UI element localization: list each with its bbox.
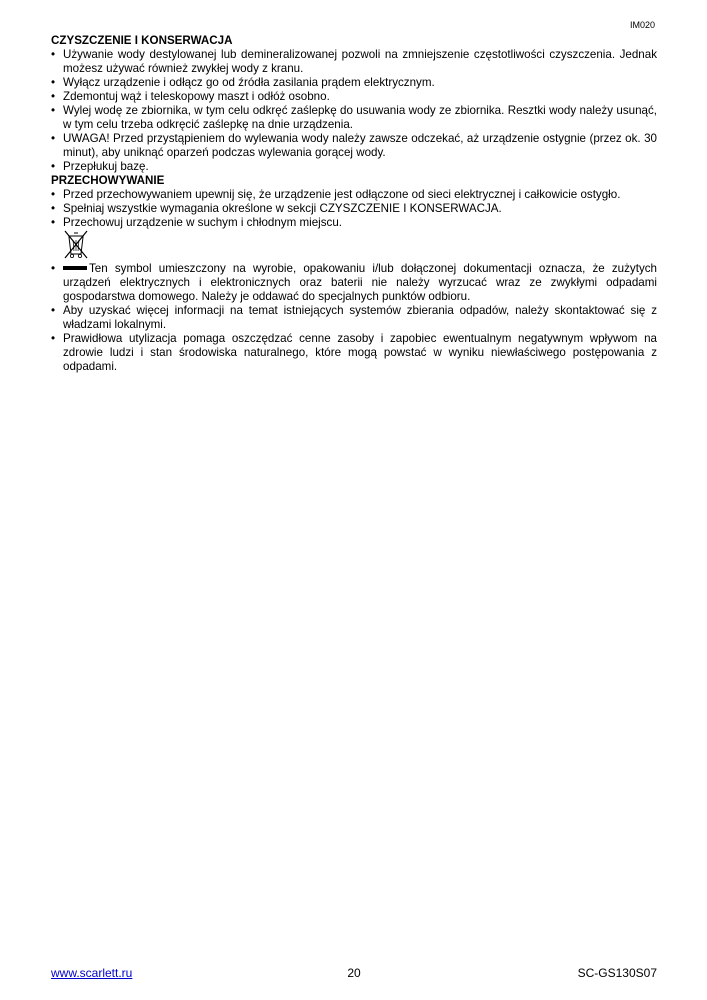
list-item: • UWAGA! Przed przystąpieniem do wylewania wody należy zawsze odczekać, aż urządzenie ostygnie (przez ok. 30 minut), aby uniknąć oparzeń podczas wylewania gorącej wody. xyxy=(51,132,657,160)
website-link[interactable]: www.scarlett.ru xyxy=(51,966,133,980)
document-body xyxy=(51,34,657,374)
storage-heading: PRZECHOWYWANIE xyxy=(51,174,165,187)
cleaning-heading: CZYSZCZENIE I KONSERWACJA xyxy=(51,34,233,47)
list-item: • Przepłukuj bazę. xyxy=(51,160,657,174)
weee-bar-icon xyxy=(63,266,87,270)
disposal-list xyxy=(51,262,657,374)
list-item: • Przed przechowywaniem upewnij się, że urządzenie jest odłączone od sieci elektrycznej i całkowicie ostygło. xyxy=(51,188,657,202)
list-item: • Aby uzyskać więcej informacji na temat istniejących systemów zbierania odpadów, należy skontaktować się z władzami lokalnymi. xyxy=(51,304,657,332)
weee-symbol-row xyxy=(51,230,657,262)
crossed-out-wheelie-bin-icon xyxy=(63,230,89,260)
page-number: 20 xyxy=(347,966,361,980)
document-code: IM020 xyxy=(629,20,655,30)
list-item: • Wylej wodę ze zbiornika, w tym celu odkręć zaślepkę do usuwania wody ze zbiornika. Resztki wody należy usunąć, w tym celu trzeba odkręcić zaślepkę na dnie urządzenia. xyxy=(51,104,657,132)
list-item: • Prawidłowa utylizacja pomaga oszczędzać cenne zasoby i zapobiec ewentualnym negatywnym wpływom na zdrowie ludzi i stan środowiska naturalnego, które mogą powstać w wyniku niewłaściwego postępowania z odpadami. xyxy=(51,332,657,374)
list-item: • Spełniaj wszystkie wymagania określone w sekcji CZYSZCZENIE I KONSERWACJA. xyxy=(51,202,657,216)
list-item: • Wyłącz urządzenie i odłącz go od źródła zasilania prądem elektrycznym. xyxy=(51,76,657,90)
list-item-weee xyxy=(51,262,657,304)
cleaning-list xyxy=(51,48,657,174)
list-item: • Przechowuj urządzenie w suchym i chłodnym miejscu. xyxy=(51,216,657,230)
weee-text: Ten symbol umieszczony na wyrobie, opakowaniu i/lub dołączonej dokumentacji oznacza, że zużytych urządzeń elektrycznych i elektronicznych oraz baterii nie należy wyrzucać wraz ze zwykłymi odpadami gospodarstwa domowego. Należy je oddawać do specjalnych punktów odbioru. xyxy=(63,262,657,303)
model-number: SC-GS130S07 xyxy=(577,966,657,980)
list-item: • Używanie wody destylowanej lub demineralizowanej pozwoli na zmniejszenie częstotliwości czyszczenia. Jednak możesz używać również zwykłej wody z kranu. xyxy=(51,48,657,76)
page-footer xyxy=(51,966,657,982)
list-item: • Zdemontuj wąż i teleskopowy maszt i odłóż osobno. xyxy=(51,90,657,104)
storage-list xyxy=(51,188,657,230)
